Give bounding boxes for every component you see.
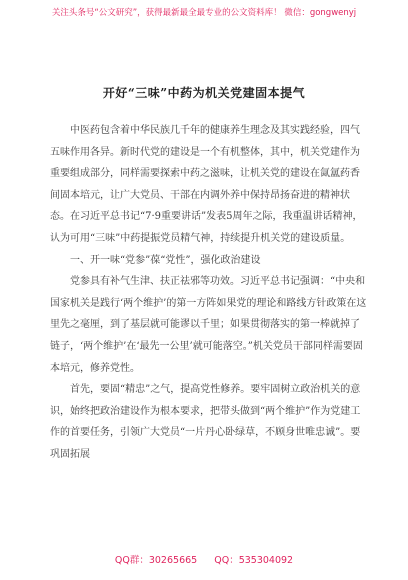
- section-heading: 一、开一味“党参”葆“党性”，强化政治建设: [70, 254, 261, 266]
- document-body: [50, 120, 368, 466]
- paragraph-first: 首先，要固“精忠”之气，提高党性修养。要牢固树立政治机关的意识，始终把政治建设作为根本要求，把带头做到“两个维护”作为党建工作的首要任务，引领广大党员“一片丹心卧绿草，不顾身世唯忠诚”。要巩固拓展: [50, 384, 361, 460]
- document-title: 开好“三味”中药为机关党建固本提气: [102, 86, 306, 100]
- footer-contact: [0, 552, 408, 566]
- promo-header: 关注头条号“公文研究”，获得最新最全最专业的公文资料库！ 微信：gongwenyj: [51, 8, 357, 18]
- paragraph-dangshen: 党参具有补气生津、扶正祛邪等功效。习近平总书记强调：“中央和国家机关是践行‘两个维护’的第一方阵如果党的理论和路线方针政策在这里先之毫厘，到了基层就可能谬以千里；如果贯彻落实的第一棒就掉了链子，‘两个维护’在‘最先一公里’就可能落空。”机关党员干部同样需要固本培元，修养党性。: [50, 276, 367, 374]
- qq-number: QQ：535304092: [214, 555, 294, 566]
- qq-group: QQ群：30265665: [114, 555, 198, 566]
- paragraph-intro: 中医药包含着中华民族几千年的健康养生理念及其实践经验，四气五味作用各异。新时代党的建设是一个有机整体，其中，机关党建作为重要组成部分，同样需要探索中药之滋味，让机关党的建设在氤氲药香间固本培元，让广大党员、干部在内调外养中保持昂扬奋进的精神状态。在习近平总书记“7·9重要讲话”发表5周年之际，我重温讲话精神，认为可用“三味”中药提振党员精气神，持续提升机关党的建设质量。: [50, 125, 363, 244]
